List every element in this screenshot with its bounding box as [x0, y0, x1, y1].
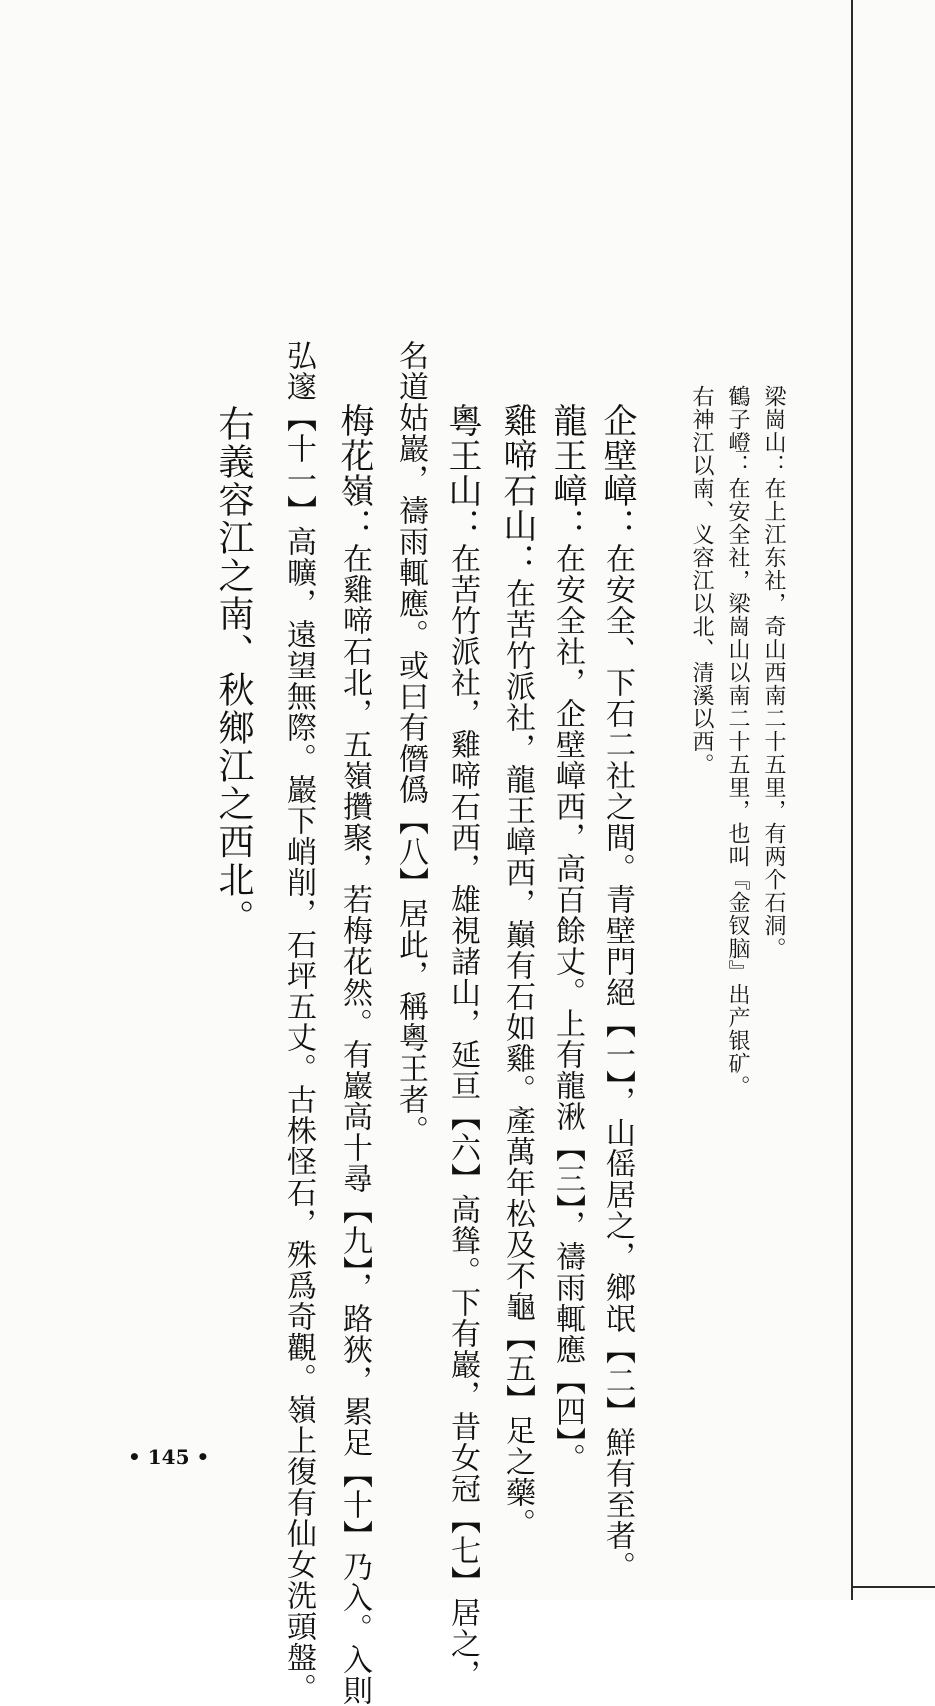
entry-text: 在苦竹派社，雞啼石西，雄視諸山，延亘【六】高聳。下有巖，昔女冠【七】居之， — [445, 543, 480, 1690]
page-number: • 145 • — [128, 1445, 210, 1469]
entry-head: 龍王嶂： — [547, 403, 587, 543]
entry-yuewangshan — [442, 403, 482, 1690]
entry-head: 企壁嶂： — [597, 403, 637, 543]
entry-head: 梅花嶺： — [334, 403, 374, 543]
note-line-3: 右神江以南、义容江以北、清溪以西。 — [689, 385, 714, 776]
margin-rule — [851, 0, 853, 1600]
entry-text: 在安全、下石二社之間。青壁門絕【一】，山傜居之，鄉氓【二】鮮有至者。 — [600, 543, 635, 1582]
entry-qibizhang — [597, 403, 637, 1582]
entry-head: 粵王山： — [442, 403, 482, 543]
entry-yuewangshan-continuation: 名道姑巖，禱雨輒應。或曰有僭僞【八】居此，稱粵王者。 — [393, 340, 428, 1146]
note-line-1: 梁崗山：在上江东社，奇山西南二十五里，有两个石洞。 — [761, 385, 786, 960]
region-summary: 右義容江之南、秋鄉江之西北。 — [213, 405, 254, 937]
note-line-2: 鶴子嶝：在安全社，梁崗山以南二十五里，也叫『金钗脑』出产银矿。 — [725, 385, 750, 1098]
entry-text: 在雞啼石北，五嶺攢聚，若梅花然。有巖高十尋【九】，路狹，累足【十】乃入。入則 — [337, 543, 372, 1706]
entry-meihualing-continuation: 弘邃【十一】高曠，遠望無際。巖下峭削，石坪五丈。古株怪石，殊爲奇觀。嶺上復有仙女洗頭盤。 — [281, 340, 316, 1704]
entry-jitishishan — [497, 403, 537, 1539]
bottom-rule — [851, 1586, 935, 1588]
entry-head: 雞啼石山： — [497, 403, 537, 578]
entry-text: 在安全社，企壁嶂西，高百餘丈。上有龍湫【三】，禱雨輒應【四】。 — [550, 543, 585, 1474]
entry-meihualing — [334, 403, 374, 1706]
entry-longwangzhang — [547, 403, 587, 1474]
entry-text: 在苦竹派社，龍王嶂西，巔有石如雞。產萬年松及不龜【五】足之藥。 — [500, 578, 535, 1539]
